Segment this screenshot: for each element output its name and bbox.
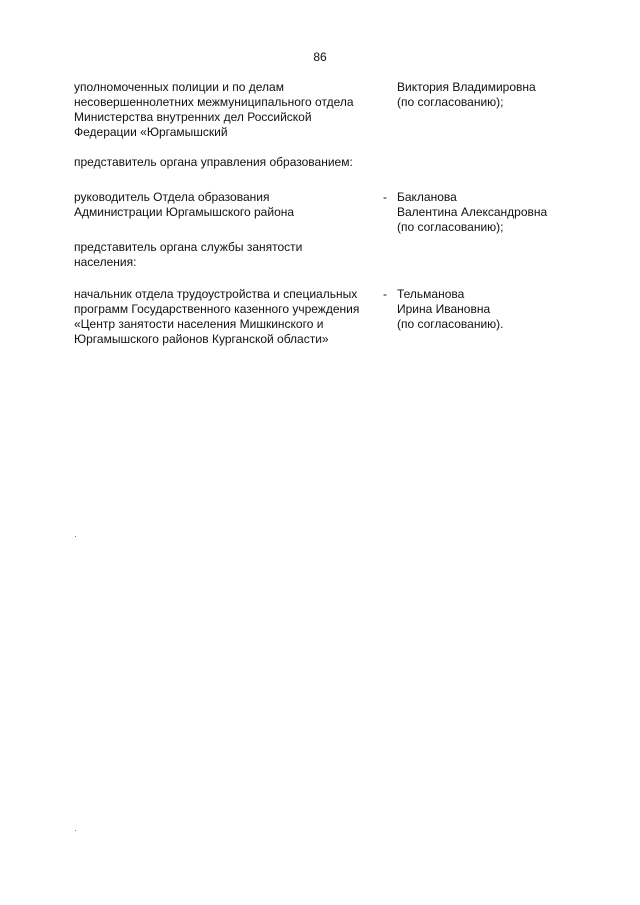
education-heading-text: представитель органа управления образованием: — [74, 155, 353, 169]
employment-position — [74, 287, 386, 347]
education-person — [383, 190, 578, 235]
scan-speck — [75, 830, 76, 831]
education-heading — [74, 155, 394, 170]
education-position — [74, 190, 386, 220]
employment-person-note: (по согласованию). — [397, 317, 504, 331]
document-body — [74, 80, 574, 347]
employment-dash: - — [383, 287, 387, 301]
police-position-line-4: Федерации «Юргамышский — [74, 125, 228, 139]
police-entry — [74, 80, 574, 140]
page-number: 86 — [313, 50, 327, 64]
employment-heading-line-2: населения: — [74, 255, 137, 269]
police-person-note: (по согласованию); — [397, 95, 504, 109]
employment-person-name: Ирина Ивановна — [397, 302, 491, 316]
police-person-name: Виктория Владимировна — [397, 80, 536, 94]
education-position-line-1: руководитель Отдела образования — [74, 190, 270, 204]
employment-heading-line-1: представитель органа службы занятости — [74, 240, 303, 254]
scan-speck — [75, 536, 76, 537]
employment-person-surname: Тельманова — [397, 287, 465, 301]
education-dash: - — [383, 190, 387, 204]
employment-position-line-2: программ Государственного казенного учреждения — [74, 302, 360, 316]
police-position-line-2: несовершеннолетних межмуниципального отдела — [74, 95, 354, 109]
employment-position-line-1: начальник отдела трудоустройства и специальных — [74, 287, 358, 301]
employment-position-line-4: Юргамышского районов Курганской области» — [74, 332, 329, 346]
education-entry — [74, 190, 574, 234]
police-position-line-3: Министерства внутренних дел Российской — [74, 110, 312, 124]
police-position-line-1: уполномоченных полиции и по делам — [74, 80, 284, 94]
education-person-name: Валентина Александровна — [397, 205, 548, 219]
police-person — [388, 80, 578, 110]
employment-person — [383, 287, 578, 332]
employment-heading — [74, 240, 394, 270]
employment-position-line-3: «Центр занятости населения Мишкинского и — [74, 317, 324, 331]
police-position — [74, 80, 386, 140]
employment-entry — [74, 287, 574, 347]
education-person-surname: Бакланова — [397, 190, 457, 204]
education-person-note: (по согласованию); — [397, 220, 504, 234]
education-position-line-2: Администрации Юргамышского района — [74, 205, 295, 219]
